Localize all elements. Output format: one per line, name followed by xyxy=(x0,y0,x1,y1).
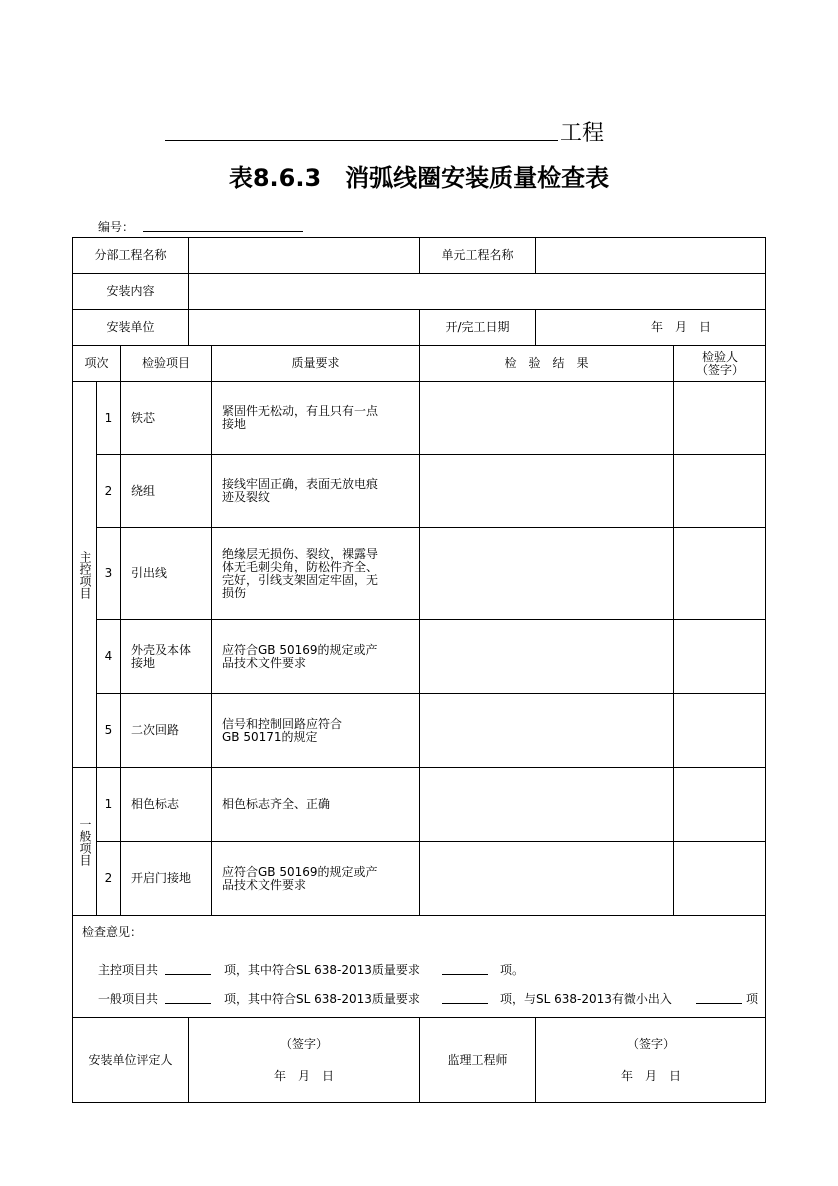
row-requirement: 信号和控制回路应符合GB 50171的规定 xyxy=(211,693,419,767)
general-items-total-label: 一般项目共 xyxy=(98,992,159,1006)
row-result-field[interactable] xyxy=(419,381,673,454)
unit-project-field[interactable] xyxy=(535,237,766,273)
main-items-unit: 项。 xyxy=(500,963,525,977)
unit-project-label: 单元工程名称 xyxy=(419,237,535,273)
header-seq: 项次 xyxy=(72,345,120,381)
row-requirement: 相色标志齐全、正确 xyxy=(211,767,419,841)
opinion-label: 检查意见： xyxy=(82,925,143,939)
row-item: 引出线 xyxy=(120,527,211,619)
row-result-field[interactable] xyxy=(419,841,673,915)
general-items-deviation-field[interactable] xyxy=(696,1003,742,1004)
date-label: 年 月 日 xyxy=(620,1069,681,1084)
sub-project-label: 分部工程名称 xyxy=(72,237,188,273)
row-item: 铁芯 xyxy=(120,381,211,454)
sub-project-field[interactable] xyxy=(188,237,419,273)
install-content-field[interactable] xyxy=(188,273,766,309)
sign-label: （签字） xyxy=(279,1036,328,1051)
evaluator-sign-field[interactable] xyxy=(188,1017,419,1103)
row-inspector-field[interactable] xyxy=(673,693,766,767)
sign-label: （签字） xyxy=(626,1036,675,1051)
row-requirement: 接线牢固正确，表面无放电痕迹及裂纹 xyxy=(211,454,419,527)
header-requirement: 质量要求 xyxy=(211,345,419,381)
row-inspector-field[interactable] xyxy=(673,527,766,619)
general-items-deviation-label: 项，与SL 638-2013有微小出入 xyxy=(500,992,672,1006)
general-items-total-field[interactable] xyxy=(165,1003,211,1004)
row-requirement: 应符合GB 50169的规定或产品技术文件要求 xyxy=(211,841,419,915)
section-main-label: 主控项目 xyxy=(78,550,92,599)
header-result: 检 验 结 果 xyxy=(419,345,673,381)
page-title: 表8.6.3 消弧线圈安装质量检查表 xyxy=(228,164,610,192)
row-no: 2 xyxy=(96,454,120,527)
date-label: 年 月 日 xyxy=(273,1069,334,1084)
section-general xyxy=(72,767,96,915)
row-inspector-field[interactable] xyxy=(673,619,766,693)
date-field[interactable]: 年 月 日 xyxy=(535,309,766,345)
main-items-total-field[interactable] xyxy=(165,974,211,975)
row-inspector-field[interactable] xyxy=(673,381,766,454)
row-requirement: 应符合GB 50169的规定或产品技术文件要求 xyxy=(211,619,419,693)
main-items-total-label: 主控项目共 xyxy=(98,963,159,977)
row-item: 开启门接地 xyxy=(120,841,211,915)
main-items-qualified-field[interactable] xyxy=(442,974,488,975)
row-no: 5 xyxy=(96,693,120,767)
header-inspector xyxy=(673,345,766,381)
row-item: 二次回路 xyxy=(120,693,211,767)
install-content-label: 安装内容 xyxy=(72,273,188,309)
general-items-unit: 项 xyxy=(746,992,759,1006)
code-label: 编号： xyxy=(98,220,135,234)
main-items-qualified-label: 项，其中符合SL 638-2013质量要求 xyxy=(224,963,420,977)
row-inspector-field[interactable] xyxy=(673,841,766,915)
row-inspector-field[interactable] xyxy=(673,454,766,527)
install-unit-field[interactable] xyxy=(188,309,419,345)
row-result-field[interactable] xyxy=(419,693,673,767)
row-no: 1 xyxy=(96,767,120,841)
row-item: 绕组 xyxy=(120,454,211,527)
section-main xyxy=(72,381,96,767)
row-no: 2 xyxy=(96,841,120,915)
row-no: 4 xyxy=(96,619,120,693)
header-item: 检验项目 xyxy=(120,345,211,381)
project-suffix: 工程 xyxy=(560,121,605,146)
date-label: 开/完工日期 xyxy=(419,309,535,345)
row-requirement: 绝缘层无损伤、裂纹，裸露导体无毛刺尖角，防松件齐全、完好，引线支架固定牢固，无损伤 xyxy=(211,527,419,619)
row-no: 3 xyxy=(96,527,120,619)
row-inspector-field[interactable] xyxy=(673,767,766,841)
general-items-qualified-field[interactable] xyxy=(442,1003,488,1004)
row-result-field[interactable] xyxy=(419,454,673,527)
row-item: 相色标志 xyxy=(120,767,211,841)
row-result-field[interactable] xyxy=(419,619,673,693)
code-field[interactable] xyxy=(143,231,303,232)
inspector-sign-label: （签字） xyxy=(695,362,744,377)
general-items-qualified-label: 项，其中符合SL 638-2013质量要求 xyxy=(224,992,420,1006)
install-unit-label: 安装单位 xyxy=(72,309,188,345)
row-item: 外壳及本体接地 xyxy=(120,619,211,693)
row-no: 1 xyxy=(96,381,120,454)
supervisor-sign-field[interactable] xyxy=(535,1017,766,1103)
section-general-label: 一般项目 xyxy=(78,817,92,866)
inspector-label: 检验人 xyxy=(701,349,738,364)
evaluator-label: 安装单位评定人 xyxy=(72,1017,188,1103)
row-requirement: 紧固件无松动，有且只有一点接地 xyxy=(211,381,419,454)
row-result-field[interactable] xyxy=(419,767,673,841)
supervisor-label: 监理工程师 xyxy=(419,1017,535,1103)
row-result-field[interactable] xyxy=(419,527,673,619)
